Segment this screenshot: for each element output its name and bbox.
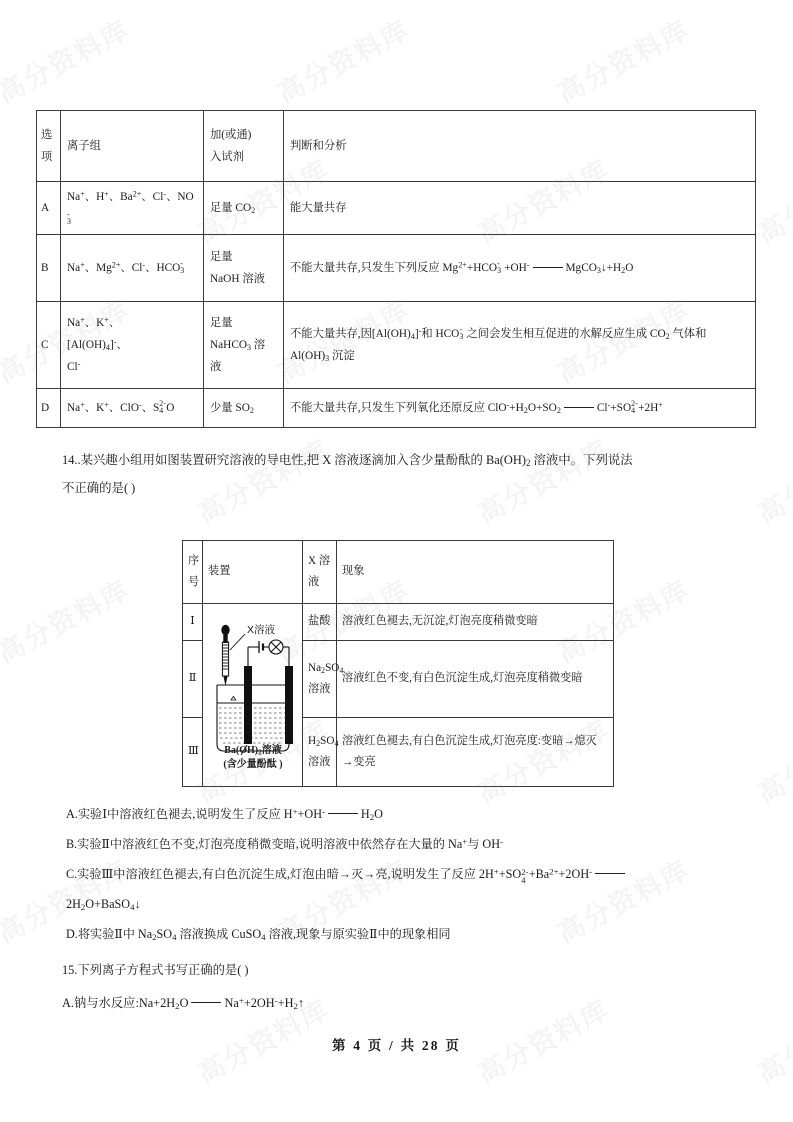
- row-option-a: A: [37, 182, 61, 235]
- x-solution-label: X溶液: [247, 624, 276, 636]
- row-analysis-c-line2: $Al(OH)_3$ 沉淀: [290, 350, 355, 363]
- exp-x-solution-3-line1: $H_2SO_4$: [308, 734, 339, 748]
- question-15: [62, 955, 762, 1018]
- row-option-d: D: [37, 389, 61, 428]
- row-option-b: B: [37, 235, 61, 302]
- option-b: B.实验Ⅱ中溶液红色不变,灯泡亮度稍微变暗,说明溶液中依然存在大量的 Na+与 OH-: [66, 836, 503, 851]
- row-analysis-b: 不能大量共存,只发生下列反应 $Mg^{2+}+HCO$ - 3 +OH- $MgCO_3↓+H_2O$: [284, 235, 756, 302]
- x-label-leader-line: [230, 634, 245, 650]
- exp-x-solution-2: [303, 641, 344, 718]
- exp-x-solution-3-line2: 溶液: [308, 756, 331, 768]
- header-reagent-line2: 入试剂: [210, 151, 244, 163]
- header-x-solution: X 溶液: [303, 541, 337, 604]
- row-reagent-c: [204, 302, 284, 389]
- row-reagent-b-line1: 足量: [210, 251, 233, 264]
- option-c: C.实验Ⅲ中溶液红色褪去,有白色沉淀生成,灯泡由暗→灭→亮,说明发生了反应 2H++SO 2- 4 $+Ba^{2+}+2OH^-$: [66, 860, 766, 890]
- row-reagent-c-line3: 液: [210, 361, 222, 374]
- circuit-group: [248, 640, 289, 666]
- header-option-line1: 选: [41, 128, 53, 141]
- exp-phenomenon-3: [337, 718, 614, 787]
- exp-phenomenon-3-line2: →变亮: [342, 756, 376, 768]
- exp-x-solution-3: [303, 718, 337, 787]
- header-reagent-line1: 加(或通): [210, 128, 252, 141]
- option-d: D.将实验Ⅱ中 $Na_2SO_4$ 溶液换成 CuSO$_4$ 溶液,现象与原实验Ⅱ中的现象相同: [66, 926, 451, 942]
- header-ion-group: 离子组: [61, 111, 204, 182]
- electrode-left: [244, 666, 252, 744]
- table-header-row: [37, 111, 756, 182]
- header-reagent: [204, 111, 284, 182]
- table-row: [37, 389, 756, 428]
- beaker-icon: [217, 666, 293, 751]
- page-footer: 第 4 页 / 共 28 页: [331, 1038, 462, 1053]
- apparatus-diagram-cell: [203, 604, 303, 787]
- exp-x-solution-2-line2: 溶液: [308, 683, 331, 695]
- row-ions-b: Na+、$Mg^{2+}$、Cl-、HCO - 3: [61, 235, 204, 302]
- header-device: 装置: [203, 541, 303, 604]
- table-row: [37, 235, 756, 302]
- experiment-table: [182, 540, 614, 787]
- ion-coexistence-table: [36, 110, 756, 428]
- table-row: [37, 302, 756, 389]
- row-analysis-a: 能大量共存: [284, 182, 756, 235]
- beaker-solution-label: [203, 744, 303, 772]
- header-option-line2: 项: [41, 151, 53, 163]
- row-ions-c-line3: Cl-: [67, 359, 81, 374]
- electrode-right: [285, 666, 293, 744]
- exp-phenomenon-1: 溶液红色褪去,无沉淀,灯泡亮度稍微变暗: [337, 604, 614, 641]
- exp-phenomenon-2: 溶液红色不变,有白色沉淀生成,灯泡亮度稍微变暗: [337, 641, 614, 718]
- beaker-solution-label-line1: $Ba(OH)_2$溶液: [224, 745, 282, 757]
- header-serial-line1: 序: [188, 554, 200, 567]
- row-option-c: C: [37, 302, 61, 389]
- solution-liquid: [217, 703, 289, 743]
- exp-serial-2: Ⅱ: [183, 641, 203, 718]
- beaker-solution-label-line2: (含少量酚酞 ): [223, 759, 283, 771]
- row-reagent-b: [204, 235, 284, 302]
- question-14: [62, 447, 762, 503]
- header-analysis: 判断和分析: [284, 111, 756, 182]
- exp-phenomenon-3-line1: 溶液红色褪去,有白色沉淀生成,灯泡亮度:变暗→熄灭: [342, 734, 597, 747]
- table-row: [37, 182, 756, 235]
- question-14-line1: 14..某兴趣小组用如图装置研究溶液的导电性,把 X 溶液逐滴加入含少量酚酞的 $Ba(OH)_2$ 溶液中。下列说法: [62, 453, 633, 469]
- exp-serial-3: Ⅲ: [183, 718, 203, 787]
- option-a: A.实验Ⅰ中溶液红色褪去,说明发生了反应 H++OH- $H_2O$: [66, 806, 383, 823]
- question-14-options: [66, 800, 766, 949]
- row-reagent-c-line2: NaHCO$_3$ 溶: [210, 339, 266, 352]
- row-analysis-c-line1: 不能大量共存,因$[Al(OH)_4]^-$和 HCO - 3 之间会发生相互促进的水解反应生成 $CO_2$ 气体和: [290, 325, 707, 342]
- row-reagent-d: 少量 $SO_2$: [204, 389, 284, 428]
- option-c-continued: $2H_2O+BaSO_4↓$: [66, 896, 141, 912]
- exp-serial-1: Ⅰ: [183, 604, 203, 641]
- row-reagent-a: 足量 $CO_2$: [204, 182, 284, 235]
- header-serial: [183, 541, 203, 604]
- exp-x-solution-1: 盐酸: [303, 604, 337, 641]
- header-option: [37, 111, 61, 182]
- row-ions-c-line2: $[Al(OH)_4]^-$、: [67, 337, 128, 352]
- row-ions-a: Na+、H+、$Ba^{2+}$、Cl-、NO - 3: [61, 182, 204, 235]
- row-reagent-c-line1: 足量: [210, 317, 233, 329]
- question-15-option-a: A.钠与水反应$:Na+2H_2O$ $Na^++2OH^-+H_2↑$: [62, 995, 305, 1011]
- burette-icon: [221, 625, 229, 686]
- table-row: [183, 604, 614, 641]
- header-serial-line2: 号: [188, 576, 200, 588]
- exp-x-solution-2-line1: $Na_2SO_4$: [308, 661, 344, 675]
- row-analysis-c: [284, 302, 756, 389]
- row-ions-c-line1: Na+、K+、: [67, 315, 121, 329]
- question-14-line2: 不正确的是( ): [62, 480, 136, 495]
- row-analysis-d: 不能大量共存,只发生下列氧化还原反应 $ClO^-+H_2O+SO_2$ Cl-+SO 2- 4 +2H+: [284, 389, 756, 428]
- row-ions-d: Na+、K+、ClO-、S 2- 4 O: [61, 389, 204, 428]
- experiment-header-row: [183, 541, 614, 604]
- header-phenomenon: 现象: [337, 541, 614, 604]
- row-ions-c: [61, 302, 204, 389]
- row-reagent-b-line2: NaOH 溶液: [210, 273, 265, 286]
- question-15-stem: 15.下列离子方程式书写正确的是( ): [62, 963, 249, 977]
